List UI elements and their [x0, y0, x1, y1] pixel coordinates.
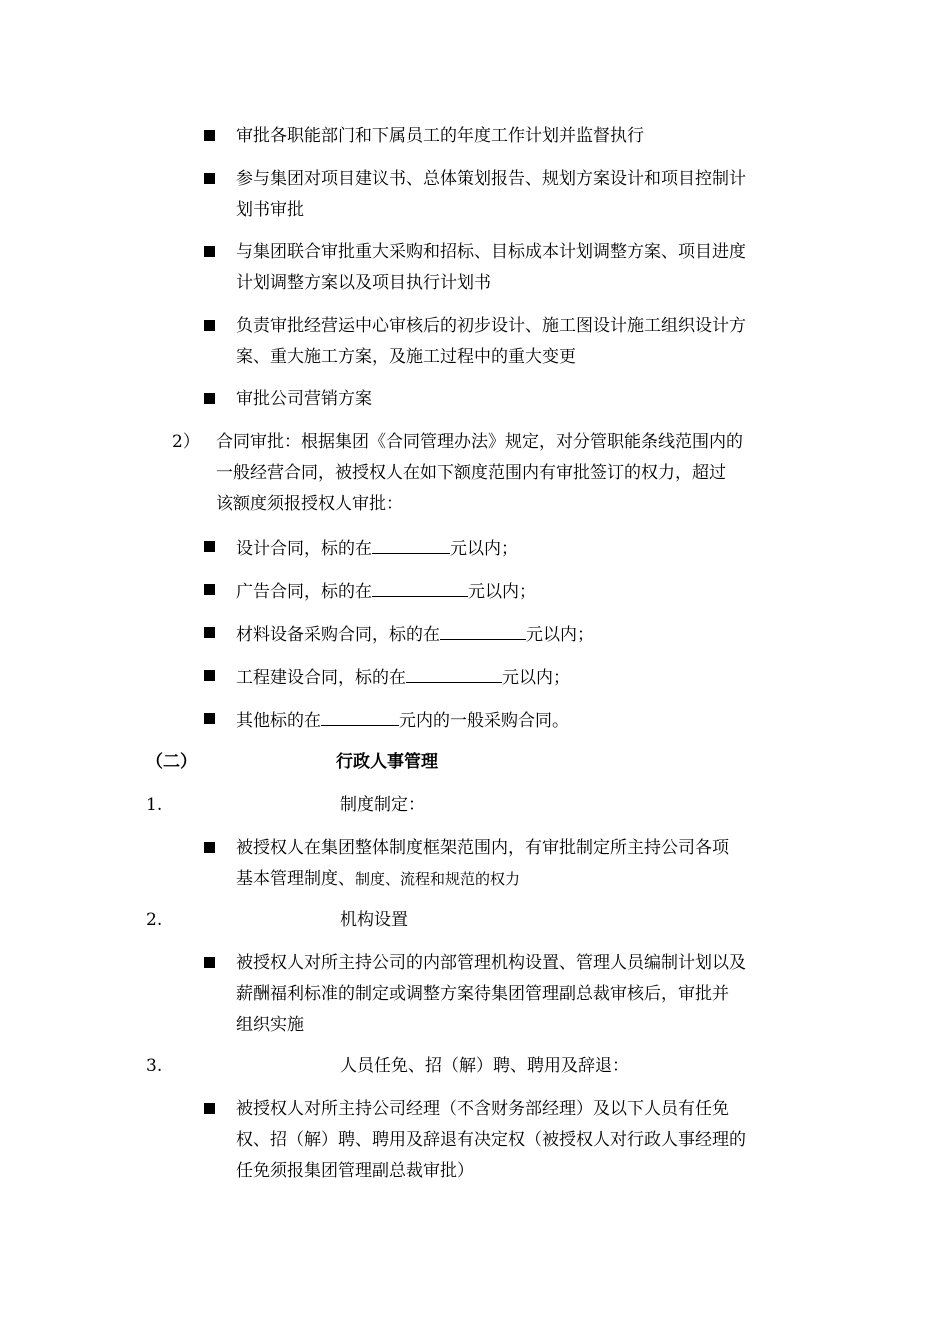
- contract-line: [236, 623, 594, 645]
- sub-number: 1.: [146, 795, 163, 815]
- bullet-text: 被授权人在集团整体制度框架范围内，有审批制定所主持公司各项: [236, 838, 729, 858]
- bullet-text: 计划调整方案以及项目执行计划书: [236, 273, 491, 293]
- item-number: 2）: [172, 432, 200, 452]
- sub-number: 2.: [146, 910, 163, 930]
- contract-label: 广告合同，标的在: [236, 582, 372, 602]
- bullet-text-part: 基本管理制度、: [236, 869, 355, 889]
- bullet-square-icon: [204, 957, 215, 968]
- bullet-text: 审批各职能部门和下属员工的年度工作计划并监督执行: [236, 126, 644, 146]
- bullet-text: 负责审批经营运中心审核后的初步设计、施工图设计施工组织设计方: [236, 316, 746, 336]
- item-text: 该额度须报授权人审批：: [216, 494, 403, 514]
- contract-suffix: 元以内；: [450, 539, 518, 559]
- item-text: 合同审批：根据集团《合同管理办法》规定，对分管职能条线范围内的: [216, 432, 743, 452]
- bullet-square-icon: [204, 584, 215, 595]
- sub-title: 人员任免、招（解）聘、聘用及辞退：: [340, 1056, 629, 1076]
- contract-line: [236, 709, 569, 731]
- bullet-square-icon: [204, 541, 215, 552]
- contract-label: 材料设备采购合同，标的在: [236, 625, 440, 645]
- bullet-text: 案、重大施工方案，及施工过程中的重大变更: [236, 347, 576, 367]
- bullet-text: 被授权人对所主持公司经理（不含财务部经理）及以下人员有任免: [236, 1099, 729, 1119]
- contract-label: 设计合同，标的在: [236, 539, 372, 559]
- bullet-square-icon: [204, 173, 215, 184]
- contract-line: [236, 580, 536, 602]
- contract-suffix: 元以内；: [468, 582, 536, 602]
- contract-suffix: 元以内；: [502, 668, 570, 688]
- amount-blank: [372, 537, 450, 554]
- bullet-square-icon: [204, 130, 215, 141]
- bullet-square-icon: [204, 1103, 215, 1114]
- bullet-square-icon: [204, 627, 215, 638]
- bullet-square-icon: [204, 393, 215, 404]
- bullet-square-icon: [204, 246, 215, 257]
- contract-suffix: 元内的一般采购合同。: [399, 711, 569, 731]
- section-number: （二）: [146, 752, 197, 772]
- bullet-text: [236, 869, 520, 889]
- bullet-text: 薪酬福利标准的制定或调整方案待集团管理副总裁审核后，审批并: [236, 984, 729, 1004]
- bullet-text: 审批公司营销方案: [236, 389, 372, 409]
- amount-blank: [406, 666, 502, 683]
- bullet-square-icon: [204, 842, 215, 853]
- amount-blank: [440, 623, 526, 640]
- contract-suffix: 元以内；: [526, 625, 594, 645]
- contract-label: 工程建设合同，标的在: [236, 668, 406, 688]
- sub-title: 制度制定：: [340, 795, 425, 815]
- bullet-square-icon: [204, 670, 215, 681]
- bullet-text: 参与集团对项目建议书、总体策划报告、规划方案设计和项目控制计: [236, 169, 746, 189]
- bullet-text-part: 制度、流程和规范的权力: [355, 870, 521, 888]
- bullet-square-icon: [204, 713, 215, 724]
- bullet-text: 与集团联合审批重大采购和招标、目标成本计划调整方案、项目进度: [236, 242, 746, 262]
- contract-line: [236, 537, 518, 559]
- bullet-text: 划书审批: [236, 200, 304, 220]
- sub-title: 机构设置: [340, 910, 408, 930]
- bullet-text: 被授权人对所主持公司的内部管理机构设置、管理人员编制计划以及: [236, 953, 746, 973]
- contract-line: [236, 666, 570, 688]
- amount-blank: [321, 709, 399, 726]
- contract-label: 其他标的在: [236, 711, 321, 731]
- item-text: 一般经营合同，被授权人在如下额度范围内有审批签订的权力，超过: [216, 463, 726, 483]
- bullet-text: 权、招（解）聘、聘用及辞退有决定权（被授权人对行政人事经理的: [236, 1130, 746, 1150]
- bullet-text: 组织实施: [236, 1015, 304, 1035]
- bullet-text: 任免须报集团管理副总裁审批）: [236, 1161, 474, 1181]
- amount-blank: [372, 580, 468, 597]
- section-title: 行政人事管理: [336, 752, 438, 772]
- bullet-square-icon: [204, 320, 215, 331]
- sub-number: 3.: [146, 1056, 163, 1076]
